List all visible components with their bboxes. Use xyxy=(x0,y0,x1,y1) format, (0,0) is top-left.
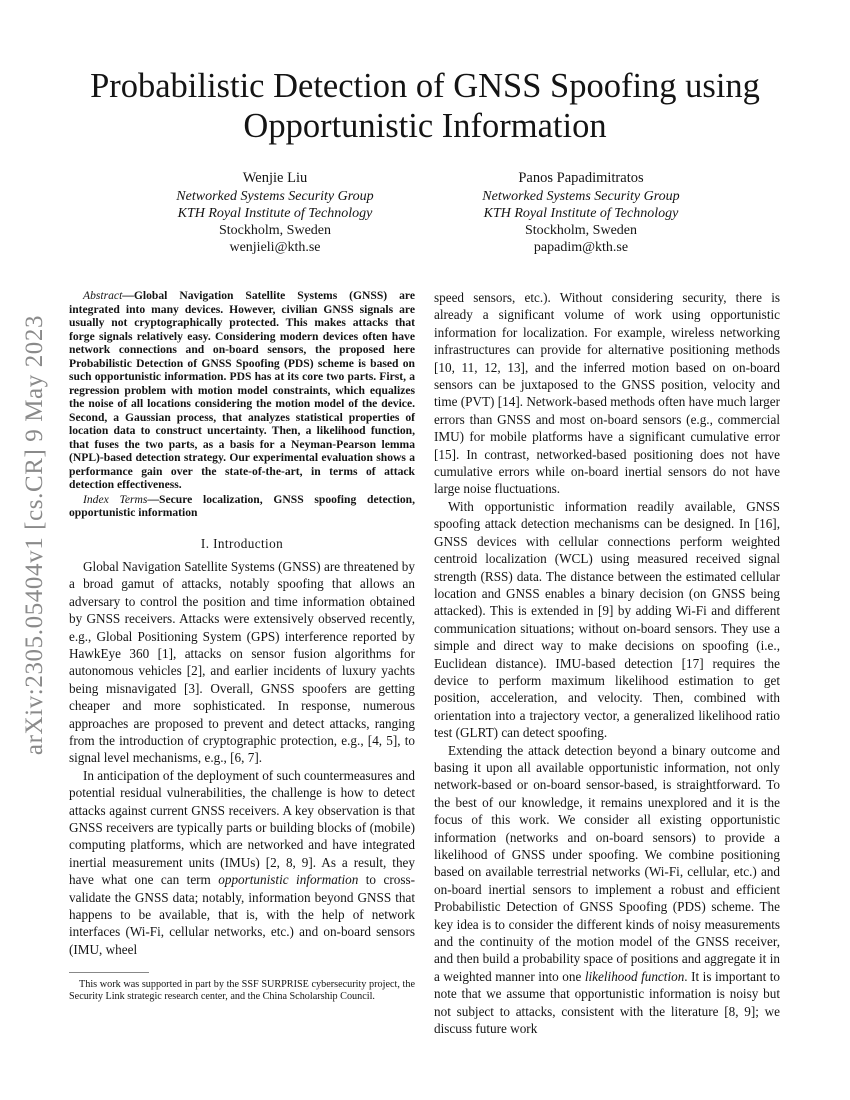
index-terms-text: —Secure localization, GNSS spoofing detection, opportunistic information xyxy=(69,492,415,519)
author-institution: KTH Royal Institute of Technology xyxy=(483,206,679,221)
author-1 xyxy=(110,170,440,256)
section-heading-introduction: I. Introduction xyxy=(200,535,284,551)
arxiv-sidebar xyxy=(0,295,70,775)
paper-title: Probabilistic Detection of GNSS Spoofing using Opportunistic Information xyxy=(90,67,760,145)
author-group: Networked Systems Security Group xyxy=(176,189,374,204)
paragraph-text: to cross-validate the GNSS data; notably, information beyond GNSS that happens to be available, that is, with the help of network interfaces (Wi-Fi, cellular networks, etc.) and on-board sensors (IMU, wheel xyxy=(69,872,415,957)
arxiv-identifier: arXiv:2305.05404v1 [cs.CR] 9 May 2023 xyxy=(21,314,48,756)
paragraph: Global Navigation Satellite Systems (GNSS) are threatened by a broad gamut of attacks, notably spoofing that allows an adversary to control the position and time information obtained by GNSS receivers. Attacks were extensively observed recently, e.g., Global Positioning System (GPS) interference reported by HawkEye 360 [1], attacks on sensor fusion algorithms for autonomous vehicles [2], and earlier incidents of luxury yachts being misnavigated [3]. Overall, GNSS spoofers are getting cheaper and more sophisticated. In response, numerous approaches are proposed to prevent and detect attacks, ranging from the introduction of cryptographic protection, e.g., [4, 5], to signal level mechanisms, e.g., [6, 7]. xyxy=(69,558,415,766)
abstract-text: —Global Navigation Satellite Systems (GNSS) are integrated into many devices. However, civilian GNSS signals are usually not cryptographically protected. This makes attacks that forge signals relatively easy. Considering modern devices often have network connections and on-board sensors, the proposed here Probabilistic Detection of GNSS Spoofing (PDS) scheme is based on such opportunistic information. PDS has at its core two parts. First, a regression problem with motion model constraints, which equalizes the noise of all locations considering the motion model of the device. Second, a Gaussian process, that analyzes statistical properties of location data to construct uncertainty. Then, a likelihood function, that fuses the two parts, as a basis for a Neyman-Pearson lemma (NPL)-based detection strategy. Our experimental evaluation shows a performance gain over the state-of-the-art, in terms of attack detection effectiveness. xyxy=(69,289,415,491)
author-2 xyxy=(416,170,746,256)
paragraph-text: . It is important to note that we assume that opportunistic information is noisy but not subject to attacks, consistent with the literature [8, 9]; we discuss future work xyxy=(434,968,780,1037)
abstract xyxy=(69,289,415,492)
emphasis-text: opportunistic information xyxy=(218,872,359,888)
author-name: Panos Papadimitratos xyxy=(518,170,644,186)
paragraph: speed sensors, etc.). Without considering security, there is already a significant volume of work using opportunistic information for localization. For example, wireless networking infrastructures can provide for alternative positioning methods [10, 11, 12, 13], and the inferred motion based on on-board sensors can be juxtaposed to the GNSS position, velocity and time (PVT) [14]. Network-based methods often have much larger errors than GNSS and most on-board sensors (e.g., commercial IMU) for mobile platforms have a significant cumulative error [15]. In contrast, networked-based positioning does not have cumulative errors while on-board inertial sensors do not have large noise fluctuations. xyxy=(434,290,780,497)
paragraph xyxy=(69,767,415,958)
emphasis-text: likelihood function xyxy=(584,968,685,984)
paragraph: With opportunistic information readily available, GNSS spoofing attack detection mechanisms can be designed. In [16], GNSS devices with cellular connections perform weighted centroid localization (WCL) using measured received signal strength (RSS) data. The distance between the estimated cellular location and GNSS enables a binary decision (on GNSS being attacked). This is extended in [9] by adding Wi-Fi and different communication situations; without on-board sensors. They use a simple and direct way to make decisions on spoofing (i.e., Euclidean distance). IMU-based detection [17] requires the device to perform maximum likelihood estimation to get position, acceleration, and velocity. Then, combined with orientation into a trajectory vector, a generalized likelihood ratio test (GLRT) can detect spoofing. xyxy=(434,498,780,741)
author-location: Stockholm, Sweden xyxy=(219,223,331,238)
left-column xyxy=(69,289,415,1003)
right-column xyxy=(434,289,780,1037)
author-email: wenjieli@kth.se xyxy=(229,240,321,255)
author-location: Stockholm, Sweden xyxy=(525,223,637,238)
author-block xyxy=(0,170,850,265)
footnote: This work was supported in part by the SSF SURPRISE cybersecurity project, the Security Link strategic research center, and the China Scholarship Council. xyxy=(69,979,415,1003)
paragraph-text: In anticipation of the deployment of such countermeasures and potential residual vulnerabilities, the challenge is how to detect attacks against current GNSS receivers. A key observation is that GNSS receivers are typically parts or building blocks of (mobile) computing platforms, which are networked and have integrated inertial measurement units (IMUs) [2, 8, 9]. As a result, they have what one can term xyxy=(69,767,415,888)
footnote-divider xyxy=(69,972,149,973)
author-name: Wenjie Liu xyxy=(242,170,308,186)
index-terms-label: Index Terms xyxy=(83,492,148,506)
author-email: papadim@kth.se xyxy=(533,240,629,255)
author-institution: KTH Royal Institute of Technology xyxy=(177,206,373,221)
author-group: Networked Systems Security Group xyxy=(482,189,680,204)
abstract-label: Abstract xyxy=(83,289,123,302)
paragraph-text: Extending the attack detection beyond a binary outcome and basing it upon all available opportunistic information, not only network-based or on-board sensor-based, is straightforward. To the best of our knowledge, it remains unexplored and it is the focus of this work. We consider all existing opportunistic information (networks and on-board sensors) to provide a likelihood of GNSS under spoofing. We combine positioning based on available terrestrial networks (Wi-Fi, cellular, etc.) and on-board inertial sensors to implement a robust and efficient Probabilistic Detection of GNSS Spoofing (PDS) scheme. The key idea is to consider the different kinds of noisy measurements and the continuity of the motion model of the GNSS receiver, and then build a probability space of positions and aggregate it in a weighted manner into one xyxy=(434,742,780,984)
index-terms xyxy=(69,493,415,520)
paragraph xyxy=(434,742,780,1038)
